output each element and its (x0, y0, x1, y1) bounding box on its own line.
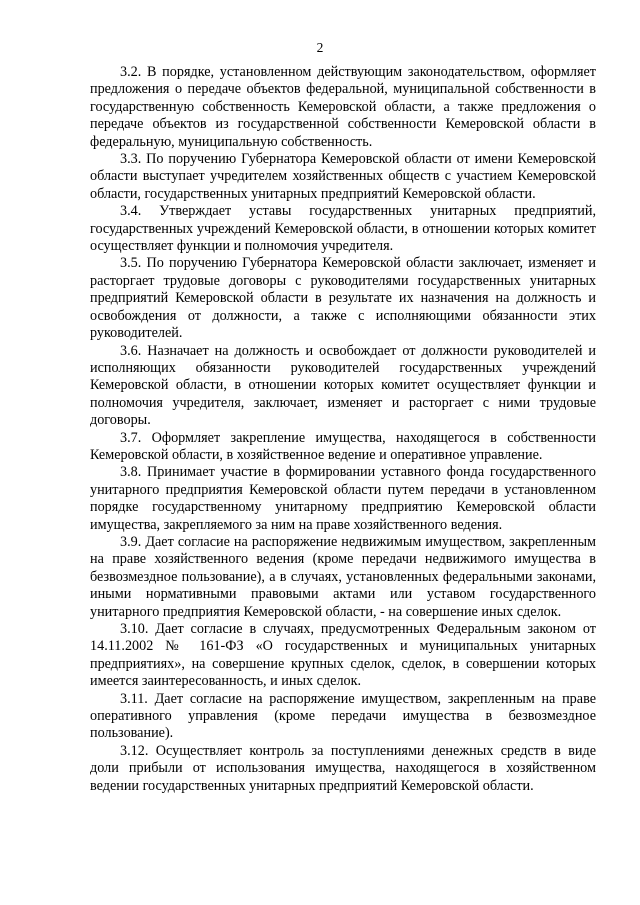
paragraph-3-8: 3.8. Принимает участие в формировании уставного фонда государственного унитарного предприятия Кемеровской области путем передачи в установленном порядке государственному унитарному предприятию Кемеровской области имущества, закрепляемого за ним на праве хозяйственного ведения. (90, 464, 596, 533)
paragraph-3-12: 3.12. Осуществляет контроль за поступлениями денежных средств в виде доли прибыли от использования имущества, находящегося в хозяйственном ведении государственных унитарных предприятий Кемеровской области. (90, 742, 596, 794)
paragraph-3-7: 3.7. Оформляет закрепление имущества, находящегося в собственности Кемеровской области, в хозяйственное ведение и оперативное управление. (90, 429, 596, 463)
paragraph-3-5: 3.5. По поручению Губернатора Кемеровской области заключает, изменяет и расторгает трудовые договоры с руководителями государственных унитарных предприятий Кемеровской области в результате их назначения на должность и освобождения от должности, а также с исполняющими обязанности этих руководителей. (90, 255, 596, 342)
paragraph-3-3: 3.3. По поручению Губернатора Кемеровской области от имени Кемеровской области выступает учредителем хозяйственных обществ с участием Кемеровской области, государственных унитарных предприятий Кемеровской области. (90, 151, 596, 202)
paragraph-3-10: 3.10. Дает согласие в случаях, предусмотренных Федеральным законом от 14.11.2002 № 161-ФЗ «О государственных и муниципальных унитарных предприятиях», на совершение крупных сделок, сделок, в совершении которых имеется заинтересованность, и иных сделок. (90, 621, 596, 690)
paragraph-3-9: 3.9. Дает согласие на распоряжение недвижимым имуществом, закрепленным на праве хозяйственного ведения (кроме передачи недвижимого имущества в безвозмездное пользование), а в случаях, установленных федеральными законами, иными нормативными правовыми актами или уставом государственного унитарного предприятия Кемеровской области, - на совершение иных сделок. (90, 533, 596, 620)
paragraph-3-2: 3.2. В порядке, установленном действующим законодательством, оформляет предложения о передаче объектов федеральной, муниципальной собственности в государственную собственность Кемеровской области, а также предложения о передаче объектов из государственной собственности Кемеровской области в федеральную, муниципальную собственность. (90, 64, 596, 150)
document-body (90, 64, 596, 795)
paragraph-3-11: 3.11. Дает согласие на распоряжение имуществом, закрепленным на праве оперативного управления (кроме передачи имущества в безвозмездное пользование). (90, 690, 596, 742)
paragraph-3-6: 3.6. Назначает на должность и освобождает от должности руководителей и исполняющих обязанности руководителей государственных учреждений Кемеровской области, в отношении которых комитет осуществляет функции и полномочия учредителя, заключает, изменяет и расторгает с ними трудовые договоры. (90, 342, 596, 429)
paragraph-3-4: 3.4. Утверждает уставы государственных унитарных предприятий, государственных учреждений Кемеровской области, в отношении которых комитет осуществляет функции и полномочия учредителя. (90, 203, 596, 255)
page-number: 2 (316, 40, 324, 55)
